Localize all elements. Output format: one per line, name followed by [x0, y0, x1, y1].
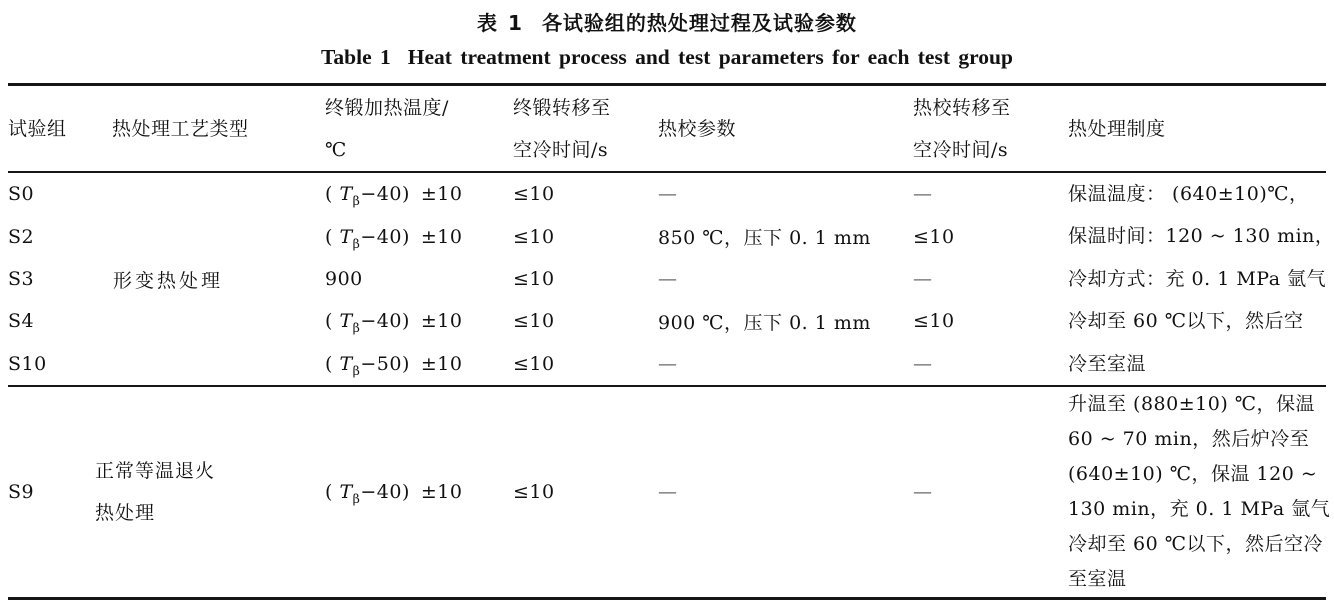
- cell-straighten-transfer: —: [913, 183, 933, 206]
- cell-forge-temp: [325, 172, 513, 215]
- cell-group-id: S4: [8, 310, 35, 333]
- forge-temp-tolerance: ±10: [420, 352, 463, 375]
- cell-group-id: S2: [8, 225, 35, 248]
- forge-temp-pre: (: [325, 310, 340, 333]
- regime-line: 至室温: [1068, 568, 1127, 591]
- cell-regime-group2: [1068, 386, 1331, 599]
- cell-group-id: S3: [8, 267, 35, 290]
- col-header-forge-temp: [325, 85, 513, 173]
- col-header-forge-transfer: [513, 85, 658, 173]
- regime-line: 冷却至 60 ℃以下，然后空: [1068, 310, 1304, 333]
- cell-straighten-transfer: —: [913, 481, 933, 504]
- cell-group-id: S0: [8, 183, 35, 206]
- forge-temp-symbol: T: [339, 352, 353, 375]
- cell-process-type: [95, 386, 325, 599]
- col-header-regime: 热处理制度: [1068, 117, 1166, 140]
- col-header-forge-temp-line2: ℃: [325, 138, 347, 161]
- regime-line: 保温时间：120 ~ 130 min，: [1068, 225, 1334, 248]
- cell-process-type: 形变热处理: [113, 269, 224, 292]
- cell-group-id: S10: [8, 352, 47, 375]
- process-type-line2: 热处理: [95, 502, 156, 525]
- col-header-straighten-transfer-line1: 热校转移至: [913, 96, 1011, 119]
- regime-line: 60 ~ 70 min，然后炉冷至: [1068, 428, 1310, 451]
- cell-forge-transfer: ≤10: [513, 481, 555, 504]
- header-row: [8, 85, 1326, 173]
- cell-straighten-transfer: ≤10: [913, 310, 955, 333]
- col-header-process-type: 热处理工艺类型: [112, 117, 249, 140]
- forge-temp-post: −40): [360, 481, 410, 504]
- col-header-straighten-params: 热校参数: [658, 117, 737, 140]
- forge-temp-post: −40): [360, 183, 410, 206]
- cell-straighten-transfer: —: [913, 267, 933, 290]
- forge-temp-subscript: β: [352, 362, 361, 378]
- cell-straighten-params: —: [658, 267, 678, 290]
- col-header-forge-transfer-line2: 空冷时间/s: [513, 138, 609, 161]
- regime-line: 保温温度： (640±10)℃，: [1068, 183, 1309, 205]
- forge-temp-pre: (: [325, 352, 340, 375]
- cell-forge-transfer: ≤10: [513, 267, 555, 290]
- cell-forge-temp: [325, 258, 513, 300]
- forge-temp-post: −40): [360, 225, 410, 248]
- forge-temp-subscript: β: [352, 320, 361, 336]
- regime-line: 冷却至 60 ℃以下，然后空冷: [1068, 533, 1324, 556]
- cell-straighten-transfer: ≤10: [913, 225, 955, 248]
- cell-forge-transfer: ≤10: [513, 183, 555, 206]
- table-caption-en-text: Heat treatment process and test parameters for each test group: [407, 45, 1013, 69]
- col-header-forge-temp-line1: 终锻加热温度/: [325, 96, 449, 119]
- forge-temp-tolerance: ±10: [420, 310, 463, 333]
- cell-straighten-params: —: [658, 481, 678, 504]
- cell-forge-temp: [325, 386, 513, 599]
- table-row-s9: [8, 386, 1326, 599]
- regime-line: 冷却方式：充 0. 1 MPa 氩气: [1068, 267, 1327, 290]
- col-header-straighten-transfer-line2: 空冷时间/s: [913, 138, 1009, 161]
- table-caption-en-label: Table 1: [321, 45, 391, 69]
- table-caption-zh-text: 各试验组的热处理过程及试验参数: [541, 11, 857, 35]
- regime-line: (640±10) ℃，保温 120 ~: [1068, 463, 1318, 486]
- forge-temp-subscript: β: [352, 490, 361, 506]
- forge-temp-tolerance: ±10: [420, 183, 463, 206]
- group-isothermal-annealing: [8, 386, 1331, 599]
- cell-forge-temp: [325, 300, 513, 342]
- cell-forge-transfer: ≤10: [513, 310, 555, 333]
- process-type-line1: 正常等温退火: [95, 460, 216, 483]
- regime-line: 冷至室温: [1068, 352, 1147, 375]
- cell-straighten-params: —: [658, 352, 678, 375]
- col-header-forge-transfer-line1: 终锻转移至: [513, 96, 611, 119]
- forge-temp-subscript: β: [352, 193, 361, 208]
- forge-temp-pre: (: [325, 481, 340, 504]
- forge-temp-pre: (: [325, 225, 340, 248]
- cell-straighten-params: 900 ℃，压下 0. 1 mm: [658, 311, 871, 334]
- cell-straighten-transfer: —: [913, 352, 933, 375]
- cell-forge-temp: [325, 343, 513, 386]
- forge-temp-tolerance: ±10: [420, 225, 463, 248]
- table-caption-en: [0, 45, 1334, 70]
- heat-treatment-table: [8, 83, 1334, 600]
- forge-temp-symbol: T: [339, 310, 353, 333]
- cell-forge-transfer: ≤10: [513, 225, 555, 248]
- cell-forge-transfer: ≤10: [513, 352, 555, 375]
- forge-temp-post: −50): [360, 352, 410, 375]
- cell-forge-temp: [325, 215, 513, 257]
- regime-line: 130 min，充 0. 1 MPa 氩气: [1068, 498, 1331, 521]
- col-header-straighten-transfer: [913, 85, 1068, 173]
- forge-temp-pre: (: [325, 183, 340, 206]
- forge-temp-subscript: β: [352, 235, 361, 251]
- col-header-test-group: 试验组: [8, 117, 67, 140]
- cell-group-id: S9: [8, 481, 35, 504]
- forge-temp-symbol: T: [339, 225, 353, 248]
- table-caption-zh-label: 表 1: [477, 11, 524, 35]
- forge-temp-pre: 900: [325, 267, 363, 290]
- table-header: [8, 85, 1326, 173]
- cell-straighten-params: 850 ℃，压下 0. 1 mm: [658, 227, 871, 250]
- table-caption-zh: [0, 7, 1334, 36]
- forge-temp-symbol: T: [339, 183, 353, 206]
- regime-line: 升温至 (880±10) ℃，保温: [1068, 393, 1316, 416]
- cell-regime-group1: [1068, 172, 1334, 386]
- cell-straighten-params: —: [658, 183, 678, 206]
- forge-temp-tolerance: ±10: [420, 481, 463, 504]
- forge-temp-symbol: T: [339, 481, 353, 504]
- group-deformation-heat-treatment: [8, 172, 1334, 386]
- table-row-s0: [8, 172, 1326, 215]
- forge-temp-post: −40): [360, 310, 410, 333]
